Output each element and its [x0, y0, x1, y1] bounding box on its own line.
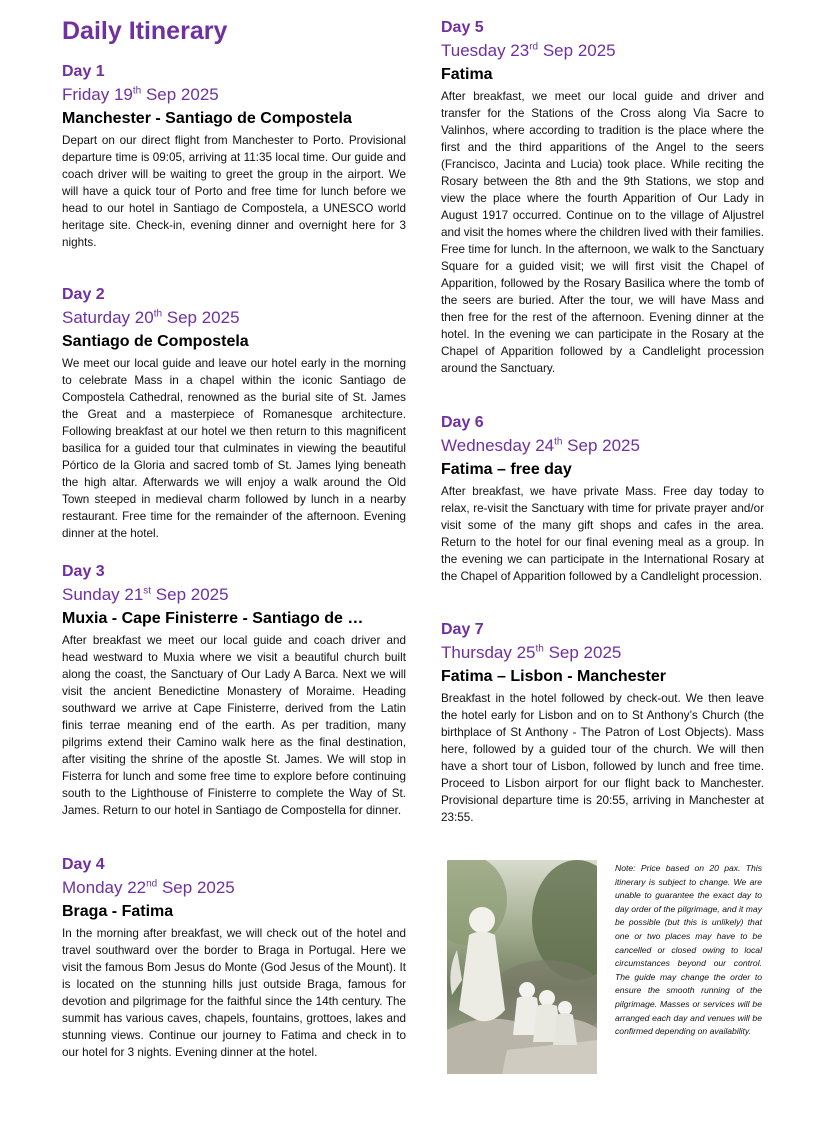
day-title: Muxia - Cape Finisterre - Santiago de …	[62, 610, 364, 627]
day-6-section	[441, 413, 764, 585]
day-description: After breakfast we meet our local guide and coach driver and head westward to Muxia where we visit a beautiful church built along the coast, the Sanctuary of Our Lady A Barca. Next we will visit the ancient Benedictine Monastery of Moraime. Heading southward we arrive at Cape Finisterre, derived from the Latin finis terrae meaning end of the earth. As per tradition, many pilgrims extend their Camino walk here as the final destination, after visiting the shrine of the apostle St. James. We will stop in Fisterra for lunch and some free time to explore before continuing south to the Lighthouse of Finisterre to complete the Way of St. James. Return to our hotel in Santiago de Compostella for dinner.	[62, 634, 406, 817]
day-title: Fatima – free day	[441, 461, 572, 478]
day-number: Day 5	[441, 19, 484, 36]
day-title: Santiago de Compostela	[62, 333, 249, 350]
day-number: Day 2	[62, 286, 105, 303]
day-5-section	[441, 18, 764, 377]
day-title: Manchester - Santiago de Compostela	[62, 110, 352, 127]
day-description: Depart on our direct flight from Manchester to Porto. Provisional departure time is 09:05, arriving at 11:35 local time. Our guide and coach driver will be waiting to greet the group in the airport. We will have a quick tour of Porto and free time for lunch before we head to our hotel in Santiago de Compostela, a UNESCO world heritage site. Check-in, evening dinner and overnight here for 3 nights.	[62, 134, 406, 249]
day-title: Fatima	[441, 66, 493, 83]
day-date: Wednesday 24th Sep 2025	[441, 436, 640, 455]
day-description: After breakfast, we have private Mass. Free day today to relax, re-visit the Sanctuary with time for private prayer and/or visit some of the many gift shops and cafes in the area. Return to the hotel for our final evening meal as a group. In the evening we can participate in the International Rosary at the Chapel of Apparition followed by a Candlelight procession.	[441, 485, 764, 583]
day-number: Day 4	[62, 856, 105, 873]
day-7-section	[441, 620, 764, 826]
day-date: Monday 22nd Sep 2025	[62, 878, 235, 897]
day-4-section	[62, 855, 406, 1061]
day-date: Sunday 21st Sep 2025	[62, 585, 229, 604]
day-description: We meet our local guide and leave our hotel early in the morning to celebrate Mass in a chapel within the iconic Santiago de Compostela Cathedral, renowned as the burial site of St. James the Great and a masterpiece of Romanesque architecture. Following breakfast at our hotel we then return to this magnificent basilica for a guided tour that culminates in viewing the beautiful Pórtico de la Gloria and sacred tomb of St. James lying beneath the high altar. Afterwards we will enjoy a walk around the Old Town steeped in medieval charm followed by lunch in a nearby restaurant. Free time for the remainder of the afternoon. Evening dinner at the hotel.	[62, 357, 406, 540]
day-description: Breakfast in the hotel followed by check-out. We then leave the hotel early for Lisbon and on to St Anthony’s Church (the birthplace of St Anthony - The Patron of Lost Objects). Mass here, followed by a guided tour of the church. We will then have a short tour of Lisbon, followed by lunch and free time. Proceed to Lisbon airport for our flight back to Manchester. Provisional departure time is 20:55, arriving in Manchester at 23:55.	[441, 692, 764, 824]
day-description: In the morning after breakfast, we will check out of the hotel and travel southward over the border to Braga in Portugal. Here we visit the famous Bom Jesus do Monte (God Jesus of the Mount). It is located on the stunning hills just outside Braga, famous for devotion and pilgrimage for the faithful since the 14th century. The summit has various caves, chapels, fountains, grottoes, lakes and stunning views. Continue our journey to Fatima and check in to our hotel for 3 nights. Evening dinner at the hotel.	[62, 927, 406, 1059]
page-title: Daily Itinerary	[62, 17, 228, 45]
day-number: Day 1	[62, 63, 105, 80]
day-1-section	[62, 62, 406, 251]
day-date: Tuesday 23rd Sep 2025	[441, 41, 616, 60]
disclaimer-note: Note: Price based on 20 pax. This itinerary is subject to change. We are unable to guarantee the exact day to day order of the pilgrimage, and it may be possible (but this is unlikely) that one or two places may have to be cancelled or closed owing to local circumstances beyond our control. The guide may change the order to ensure the smooth running of the pilgrimage. Masses or services will be arranged each day and venues will be confirmed depending on availability.	[615, 863, 762, 1037]
statue-illustration	[447, 860, 597, 1074]
day-number: Day 3	[62, 563, 105, 580]
day-3-section	[62, 562, 406, 819]
day-number: Day 7	[441, 621, 484, 638]
day-date: Friday 19th Sep 2025	[62, 85, 219, 104]
day-date: Thursday 25th Sep 2025	[441, 643, 622, 662]
day-title: Fatima – Lisbon - Manchester	[441, 668, 666, 685]
day-number: Day 6	[441, 414, 484, 431]
day-date: Saturday 20th Sep 2025	[62, 308, 240, 327]
day-2-section	[62, 285, 406, 542]
day-title: Braga - Fatima	[62, 903, 174, 920]
day-description: After breakfast, we meet our local guide and driver and transfer for the Stations of the Cross along Via Sacre to Valinhos, where according to tradition is the place where the first and the third apparitions of the Angel to the seers (Francisco, Jacinta and Lucia) took place. While reciting the Rosary between the 8th and the 9th Stations, we stop and view the place where the fourth Apparition of Our Lady in August 1917 occurred. Continue on to the village of Aljustrel and visit the homes where the children lived with their families. Free time for lunch. In the afternoon, we walk to the Sanctuary Square for a guided visit; we will first visit the Chapel of Apparition, followed by the Rosary Basilica where the tomb of the seers are buried. After the tour, we will have Mass and then free for the rest of the afternoon. Evening dinner at the hotel. In the evening we can participate in the Rosary at the Chapel of Apparition followed by a Candlelight procession around the Sanctuary.	[441, 90, 764, 375]
statue-photo	[447, 860, 597, 1074]
